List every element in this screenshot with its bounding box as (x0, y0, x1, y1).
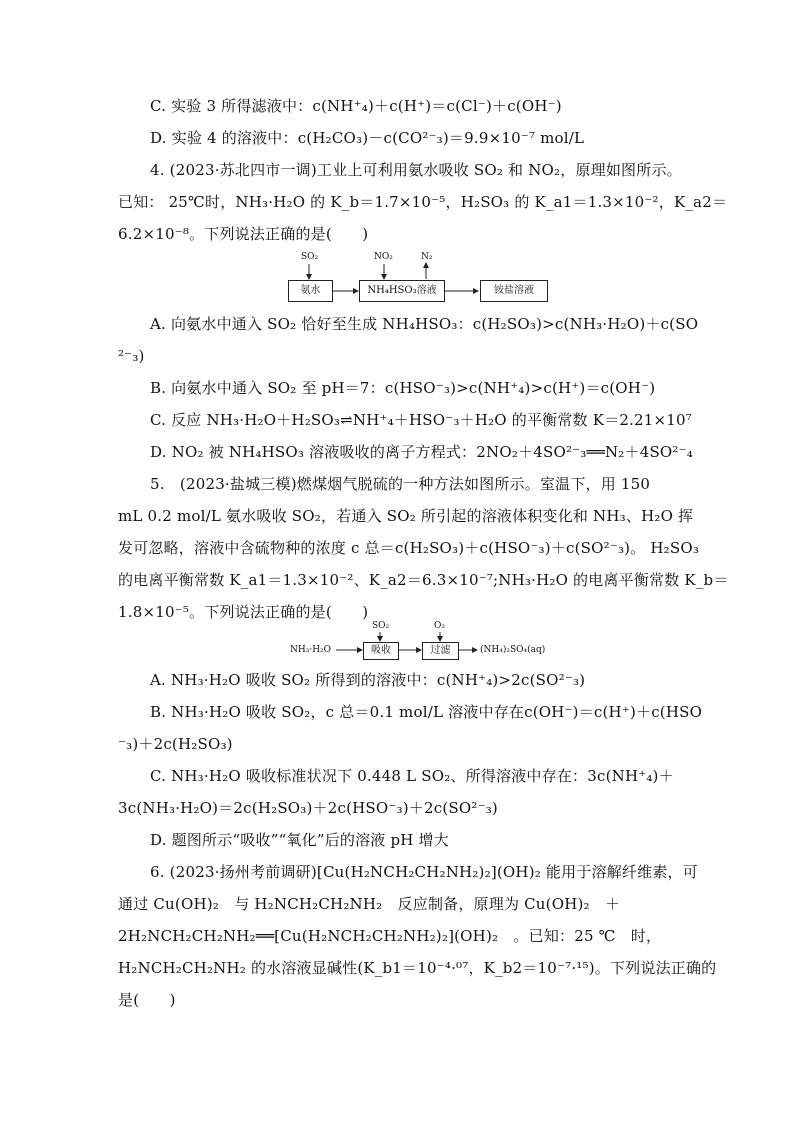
question-5-line4: 的电离平衡常数 K_a1＝1.3×10⁻²、K_a2＝6.3×10⁻⁷;NH₃·H₂O 的电离平衡常数 K_b＝ (118, 571, 729, 589)
box-nh4hso3: NH₄HSO₃溶液 (359, 280, 445, 302)
option-3d: D. 实验 4 的溶液中：c(H₂CO₃)－c(CO²⁻₃)＝9.9×10⁻⁷ mol/L (150, 129, 585, 147)
question-5-stem: 5. (2023·盐城三模)燃煤烟气脱硫的一种方法如图所示。室温下，用 150 (150, 475, 651, 493)
question-4-prompt: 6.2×10⁻⁸。下列说法正确的是( ) (118, 225, 369, 243)
option-5b: B. NH₃·H₂O 吸收 SO₂，c 总＝0.1 mol/L 溶液中存在c(OH⁻)＝c(H⁺)＋c(HSO (150, 703, 703, 721)
question-6-line2: 通过 Cu(OH)₂ 与 H₂NCH₂CH₂NH₂ 反应制备，原理为 Cu(OH)₂ ＋ (118, 895, 621, 913)
question-5-line3: 发可忽略，溶液中含硫物种的浓度 c 总＝c(H₂SO₃)＋c(HSO⁻₃)＋c(SO²⁻₃)。 H₂SO₃ (118, 539, 700, 557)
box-filter: 过滤 (422, 642, 459, 660)
label-product: (NH₄)₂SO₄(aq) (480, 645, 546, 655)
option-4b: B. 向氨水中通入 SO₂ 至 pH＝7：c(HSO⁻₃)>c(NH⁺₄)>c(H⁺)＝c(OH⁻) (150, 379, 656, 397)
option-5c: C. NH₃·H₂O 吸收标准状况下 0.448 L SO₂、所得溶液中存在：3c(NH⁺₄)＋ (150, 767, 674, 785)
option-5a: A. NH₃·H₂O 吸收 SO₂ 所得到的溶液中：c(NH⁺₄)>2c(SO²⁻₃) (150, 671, 586, 689)
box-ammonium-salt: 铵盐溶液 (480, 280, 548, 302)
question-6-line3: 2H₂NCH₂CH₂NH₂══[Cu(H₂NCH₂CH₂NH₂)₂](OH)₂ 。已知：25 ℃ 时， (118, 927, 662, 945)
question-6-line4: H₂NCH₂CH₂NH₂ 的水溶液显碱性(K_b1＝10⁻⁴·⁰⁷，K_b2＝10⁻⁷·¹⁵)。下列说法正确的 (118, 959, 717, 977)
option-5d: D. 题图所示“吸收”“氧化”后的溶液 pH 增大 (150, 831, 449, 849)
label-no2: NO₂ (374, 252, 393, 262)
label-o2: O₂ (434, 621, 445, 631)
question-4-given: 已知： 25℃时，NH₃·H₂O 的 K_b＝1.7×10⁻⁵，H₂SO₃ 的 K_a1＝1.3×10⁻²，K_a2＝ (118, 193, 728, 211)
option-4d: D. NO₂ 被 NH₄HSO₃ 溶液吸收的离子方程式：2NO₂＋4SO²⁻₃══N₂＋4SO²⁻₄ (150, 443, 693, 461)
question-5-prompt: 1.8×10⁻⁵。下列说法正确的是( ) (118, 603, 369, 621)
option-5b-cont: ⁻₃)＋2c(H₂SO₃) (118, 735, 233, 753)
option-5c-cont: 3c(NH₃·H₂O)＝2c(H₂SO₃)＋2c(HSO⁻₃)＋2c(SO²⁻₃) (118, 799, 498, 817)
option-4c: C. 反应 NH₃·H₂O＋H₂SO₃⇌NH⁺₄＋HSO⁻₃＋H₂O 的平衡常数 K＝2.21×10⁷ (150, 411, 692, 429)
flow-diagram-q5 (290, 620, 560, 662)
option-4a-cont: ²⁻₃) (118, 347, 145, 365)
question-4-stem: 4. (2023·苏北四市一调)工业上可利用氨水吸收 SO₂ 和 NO₂，原理如图所示。 (150, 161, 682, 179)
flow-diagram-q4 (288, 250, 548, 302)
label-so2: SO₂ (301, 252, 319, 262)
question-6-stem: 6. (2023·扬州考前调研)[Cu(H₂NCH₂CH₂NH₂)₂](OH)₂ 能用于溶解纤维素，可 (150, 863, 698, 881)
label-nh3h2o: NH₃·H₂O (290, 645, 332, 655)
box-ammonia: 氨水 (288, 280, 333, 302)
label-n2: N₂ (421, 252, 433, 262)
box-absorb: 吸收 (363, 642, 399, 660)
question-6-prompt: 是( ) (118, 991, 176, 1009)
label-so2-q5: SO₂ (372, 621, 390, 631)
question-5-line2: mL 0.2 mol/L 氨水吸收 SO₂，若通入 SO₂ 所引起的溶液体积变化和 NH₃、H₂O 挥 (118, 507, 694, 525)
option-3c: C. 实验 3 所得滤液中：c(NH⁺₄)＋c(H⁺)＝c(Cl⁻)＋c(OH⁻) (150, 97, 562, 115)
option-4a: A. 向氨水中通入 SO₂ 恰好至生成 NH₄HSO₃：c(H₂SO₃)>c(NH₃·H₂O)＋c(SO (150, 315, 699, 333)
